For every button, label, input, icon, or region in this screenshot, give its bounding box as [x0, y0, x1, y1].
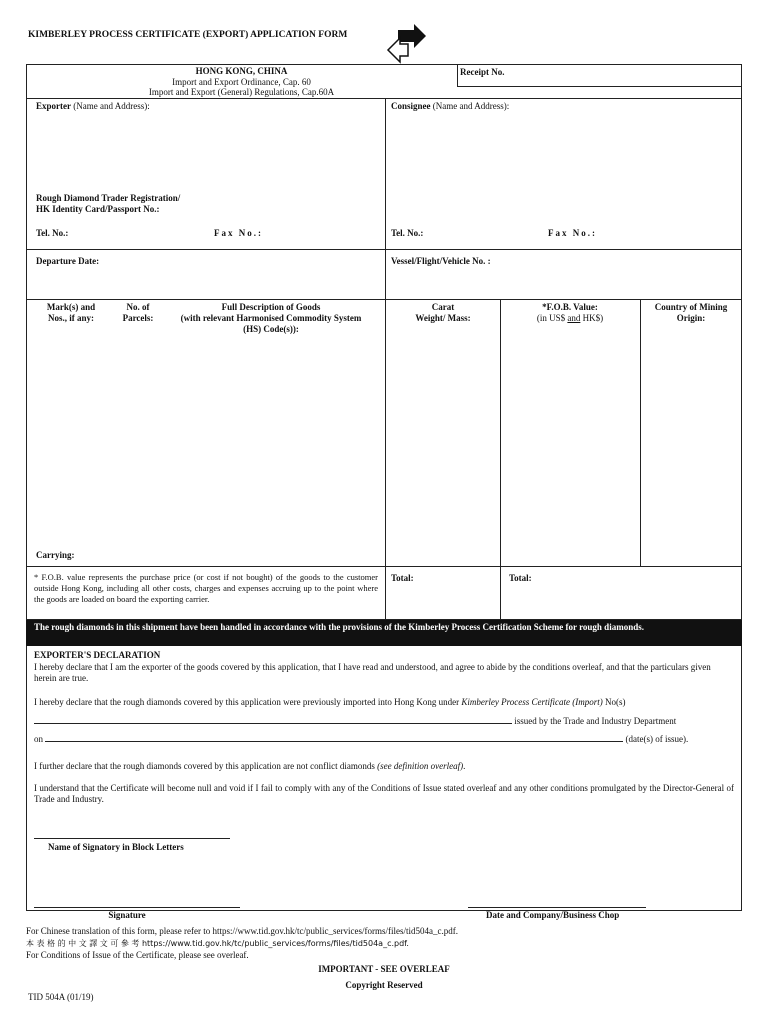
carat-header-line1: Carat — [431, 302, 455, 312]
issue-date-line — [34, 732, 734, 745]
fob-header-line1: *F.O.B. Value: — [542, 302, 598, 312]
consignee-label: Consignee — [391, 101, 431, 111]
declaration-para2-pre: I hereby declare that the rough diamonds covered by this application were previously imported into Hong Kong under — [34, 697, 462, 707]
declaration-para2 — [34, 697, 734, 708]
receipt-label: Receipt No. — [460, 67, 505, 77]
signatory-label: Name of Signatory in Block Letters — [48, 842, 184, 852]
carat-header-line2: Weight/ Mass: — [415, 313, 471, 323]
parcels-header-line1: No. of — [126, 302, 150, 312]
exporter-label-note: (Name and Address): — [73, 101, 150, 111]
goods-description-field[interactable] — [30, 340, 382, 540]
export-arrows-icon — [386, 22, 430, 64]
description-header-line2: (with relevant Harmonised Commodity System — [180, 313, 362, 323]
exporter-name-address-field[interactable] — [34, 114, 382, 190]
fob-note: * F.O.B. value represents the purchase price (or cost if not bought) of the goods to the customer outside Hong Kong, including all other costs, charges and expenses accruing up to the point where the goods are loaded on board the exporting carrier. — [34, 572, 378, 604]
consignee-tel-label: Tel. No.: — [391, 228, 424, 238]
signature-label: Signature — [108, 910, 146, 920]
exporter-fax-label: Fax No.: — [214, 228, 263, 238]
description-header-line1: Full Description of Goods — [221, 302, 321, 312]
marks-header — [26, 302, 116, 324]
departure-date-field[interactable] — [34, 268, 382, 296]
carat-weight-field[interactable] — [389, 340, 497, 562]
fob-header-post: HK$) — [582, 313, 604, 323]
id-passport-label: HK Identity Card/Passport No.: — [36, 204, 160, 214]
conflict-definition-ref: (see definition overleaf) — [377, 761, 464, 771]
vessel-label: Vessel/Flight/Vehicle No. : — [391, 256, 491, 266]
description-header-line3: (HS) Code(s)): — [243, 324, 299, 334]
fob-header-pre: (in US$ — [536, 313, 566, 323]
trader-registration-label: Rough Diamond Trader Registration/ — [36, 193, 181, 203]
marks-header-line2: Nos., if any: — [47, 313, 94, 323]
declaration-para4: I understand that the Certificate will become null and void if I fail to comply with any of the Conditions of Issue stated overleaf and any other conditions promulgated by the Director-General of Trade and Industry. — [34, 783, 734, 804]
signature-field[interactable] — [34, 907, 240, 908]
chinese-translation-note-zh: 本 表 格 的 中 文 譯 文 可 參 考 https://www.tid.gov.hk/tc/public_services/forms/files/tid504a_c.pdf. — [26, 939, 409, 948]
country-origin-field[interactable] — [643, 340, 739, 562]
date-chop-label: Date and Company/Business Chop — [486, 910, 620, 920]
declaration-section — [26, 646, 742, 911]
form-title: KIMBERLEY PROCESS CERTIFICATE (EXPORT) APPLICATION FORM — [28, 30, 348, 40]
issue-date-field[interactable] — [45, 732, 623, 742]
important-notice: IMPORTANT - SEE OVERLEAF — [318, 964, 450, 974]
ordinance-text: Import and Export Ordinance, Cap. 60 — [172, 77, 311, 87]
marks-header-line1: Mark(s) and — [46, 302, 96, 312]
consignee-name-address-field[interactable] — [389, 114, 739, 214]
declaration-para3-pre: I further declare that the rough diamonds covered by this application are not conflict diamonds — [34, 761, 378, 771]
issued-by-text: issued by the Trade and Industry Department — [514, 716, 677, 726]
fob-header-and: and — [567, 313, 581, 323]
carat-header — [386, 302, 500, 324]
country-header — [640, 302, 742, 324]
declaration-para3 — [34, 761, 734, 772]
vessel-field[interactable] — [389, 268, 739, 296]
parcels-header — [110, 302, 166, 324]
country-header-line2: Origin: — [676, 313, 706, 323]
chinese-translation-note: For Chinese translation of this form, please refer to https://www.tid.gov.hk/tc/public_services/forms/files/tid504a_c.pdf. — [26, 926, 458, 936]
receipt-no-field[interactable] — [540, 66, 736, 84]
exporter-tel-label: Tel. No.: — [36, 228, 69, 238]
certificate-number-field[interactable] — [34, 714, 512, 724]
place-heading: HONG KONG, CHINA — [195, 66, 288, 76]
on-label: on — [34, 734, 43, 744]
total-fob-label: Total: — [509, 573, 532, 583]
exporter-label-wrap — [36, 101, 150, 112]
date-chop-field[interactable] — [468, 907, 646, 908]
declaration-para1: I hereby declare that I am the exporter of the goods covered by this application, that I have read and understood, and agree to abide by the conditions overleaf, and that the particulars given herein are true. — [34, 662, 711, 683]
consignee-label-note: (Name and Address): — [432, 101, 510, 111]
regulations-text: Import and Export (General) Regulations, Cap.60A — [148, 87, 335, 97]
parcels-header-line2: Parcels: — [122, 313, 154, 323]
consignee-label-wrap — [391, 101, 509, 112]
total-carat-label: Total: — [391, 573, 414, 583]
declaration-heading: EXPORTER'S DECLARATION — [34, 650, 161, 660]
consignee-fax-label: Fax No.: — [548, 228, 597, 238]
description-header — [160, 302, 382, 335]
carrying-label: Carrying: — [36, 550, 75, 560]
declaration-para2-post: No(s) — [602, 697, 626, 707]
form-code: TID 504A (01/19) — [28, 992, 94, 1002]
declaration-para3-post: . — [463, 761, 466, 771]
kimberley-statement-band: The rough diamonds in this shipment have been handled in accordance with the provisions of the Kimberley Process Certification Scheme for rough diamonds. — [26, 620, 742, 646]
fob-header — [500, 302, 640, 324]
departure-date-label: Departure Date: — [36, 256, 100, 266]
dates-of-issue-label: (date(s) of issue). — [625, 734, 689, 744]
fob-value-field[interactable] — [503, 340, 637, 562]
certificate-number-line — [34, 714, 734, 727]
country-header-line1: Country of Mining — [654, 302, 728, 312]
kp-import-certificate-ref: Kimberley Process Certificate (Import) — [461, 697, 603, 707]
copyright-notice: Copyright Reserved — [345, 980, 423, 990]
conditions-note: For Conditions of Issue of the Certificate, please see overleaf. — [26, 950, 249, 960]
signatory-name-field[interactable] — [34, 838, 230, 839]
exporter-label: Exporter — [36, 101, 71, 111]
